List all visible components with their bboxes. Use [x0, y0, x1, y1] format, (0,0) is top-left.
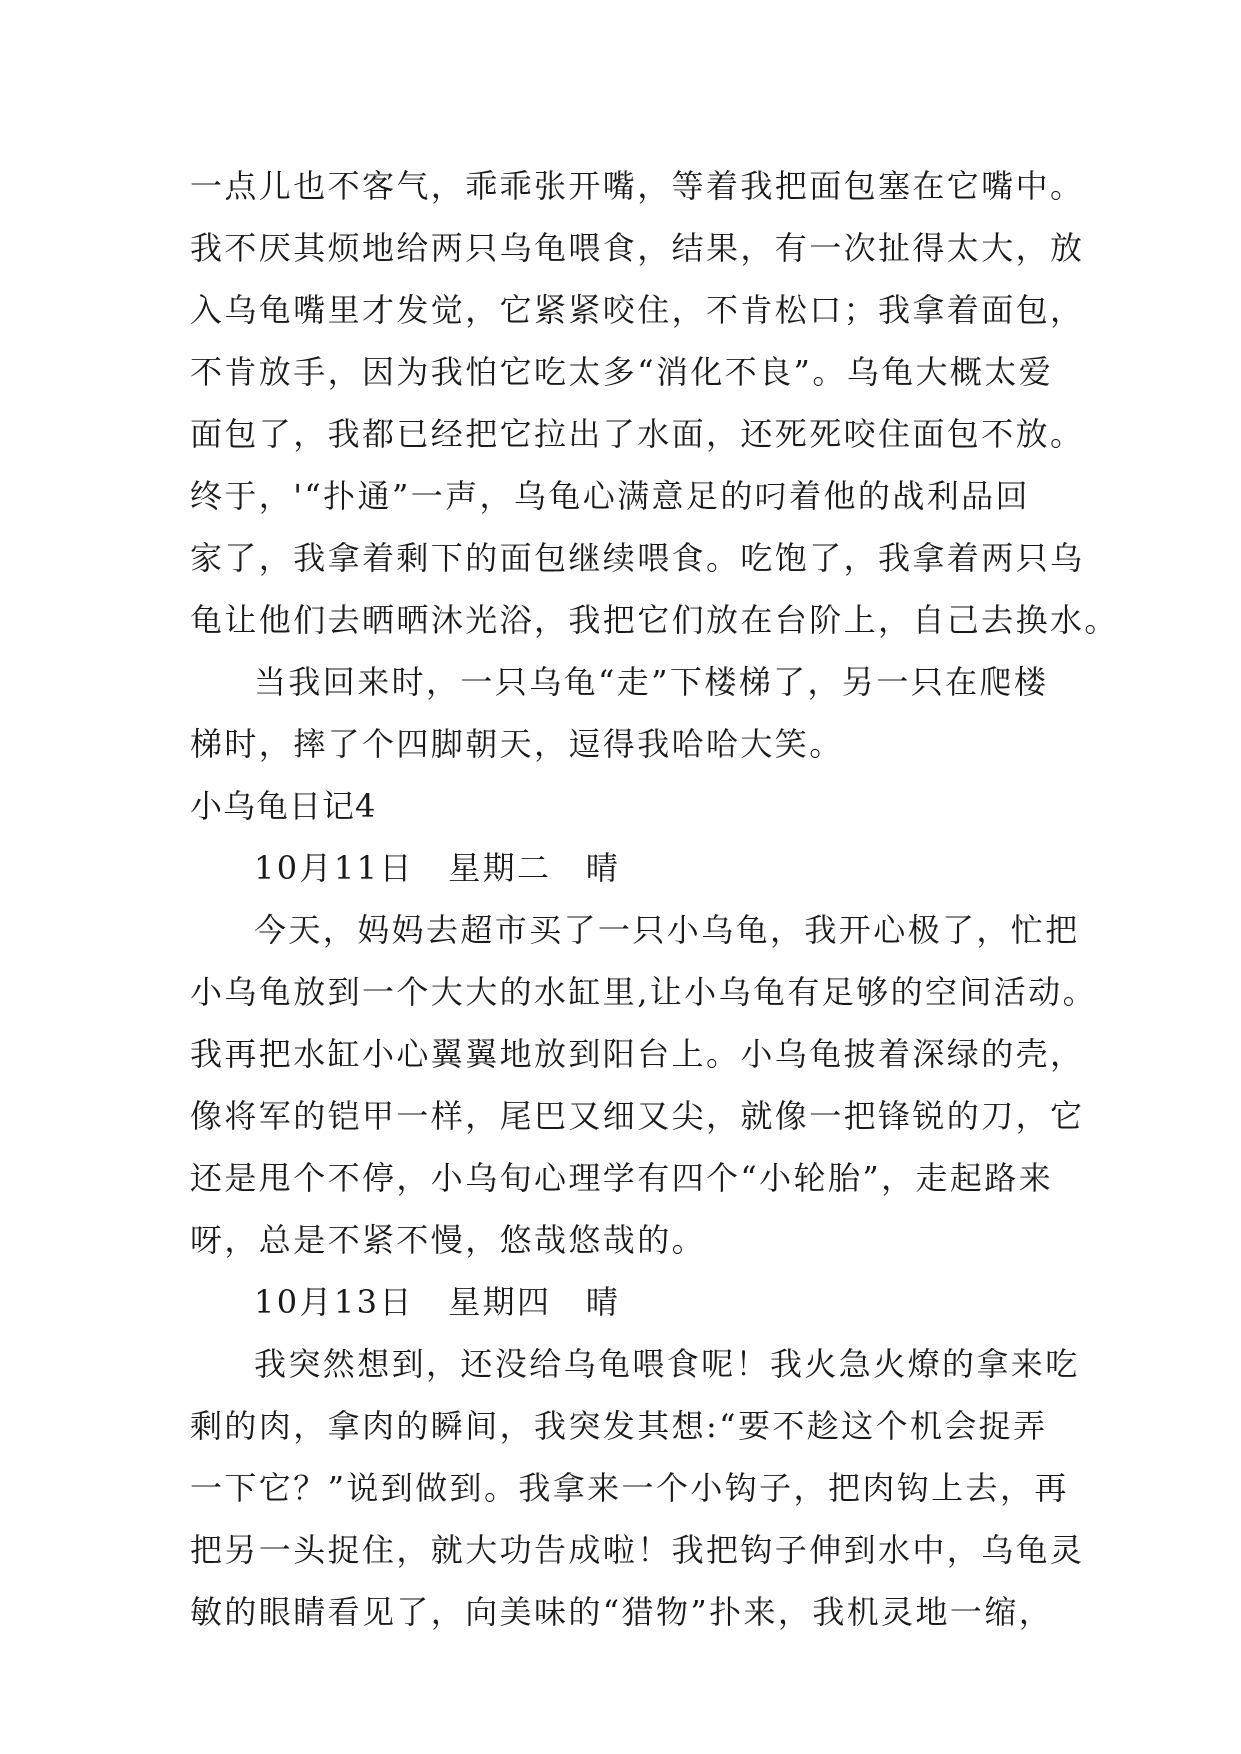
text-line: 呀，总是不紧不慢，悠哉悠哉的。 — [190, 1221, 707, 1259]
text-line: 一下它？”说到做到。我拿来一个小钩子，把肉钩上去，再 — [190, 1469, 1069, 1507]
text-line: 龟让他们去晒晒沐光浴，我把它们放在台阶上，自己去换水。 — [190, 601, 1119, 639]
paragraph-start-line: 我突然想到，还没给乌龟喂食呢！我火急火燎的拿来吃 — [254, 1345, 1080, 1383]
text-line: 还是甩个不停，小乌旬心理学有四个“小轮胎”，走起路来 — [190, 1159, 1054, 1197]
text-line: 我再把水缸小心翼翼地放到阳台上。小乌龟披着深绿的壳， — [190, 1035, 1085, 1073]
text-line: 像将军的铠甲一样，尾巴又细又尖，就像一把锋锐的刀，它 — [190, 1097, 1085, 1135]
paragraph-start-line: 当我回来时，一只乌龟“走”下楼梯了，另一只在爬楼 — [254, 663, 1049, 701]
text-line: 不肯放手，因为我怕它吃太多“消化不良”。乌龟大概太爱 — [190, 353, 1054, 391]
text-line: 入乌龟嘴里才发觉，它紧紧咬住，不肯松口；我拿着面包， — [190, 291, 1085, 329]
section-title: 小乌龟日记4 — [190, 787, 377, 825]
text-line: 小乌龟放到一个大大的水缸里,让小乌龟有足够的空间活动。 — [190, 973, 1097, 1011]
text-line: 终于，'“扑通”一声，乌龟心满意足的叼着他的战利品回 — [190, 477, 1030, 515]
text-line: 一点儿也不客气，乖乖张开嘴，等着我把面包塞在它嘴中。 — [190, 167, 1085, 205]
text-line: 家了，我拿着剩下的面包继续喂食。吃饱了，我拿着两只乌 — [190, 539, 1085, 577]
text-line: 剩的肉，拿肉的瞬间，我突发其想:“要不趁这个机会捉弄 — [190, 1407, 1048, 1445]
diary-date-line: 10月13日 星期四 晴 — [254, 1283, 621, 1321]
text-line: 面包了，我都已经把它拉出了水面，还死死咬住面包不放。 — [190, 415, 1085, 453]
text-line: 把另一头捉住，就大功告成啦！我把钩子伸到水中，乌龟灵 — [190, 1531, 1085, 1569]
paragraph-start-line: 今天，妈妈去超市买了一只小乌龟，我开心极了，忙把 — [254, 911, 1080, 949]
text-line: 梯时，摔了个四脚朝天，逗得我哈哈大笑。 — [190, 725, 844, 763]
text-line: 敏的眼睛看见了，向美味的“猎物”扑来，我机灵地一缩， — [190, 1593, 1054, 1631]
document-body — [190, 155, 1119, 1643]
text-line: 我不厌其烦地给两只乌龟喂食，结果，有一次扯得太大，放 — [190, 229, 1085, 267]
diary-date-line: 10月11日 星期二 晴 — [254, 849, 621, 887]
